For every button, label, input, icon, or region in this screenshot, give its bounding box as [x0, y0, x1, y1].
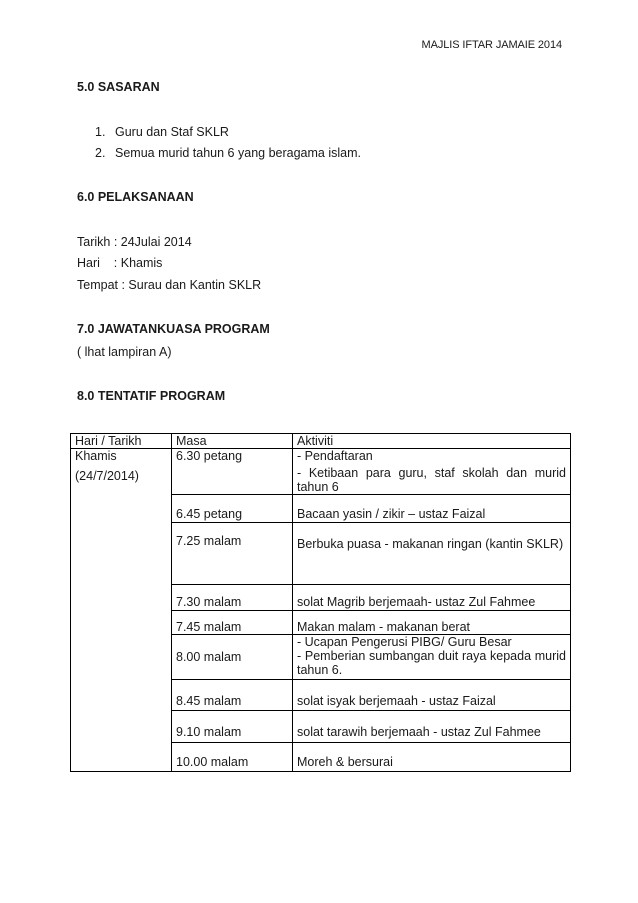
aktiviti-cell: Berbuka puasa - makanan ringan (kantin SKLR)	[293, 523, 571, 585]
aktiviti-line: - Pemberian sumbangan duit raya kepada murid tahun 6.	[297, 649, 566, 677]
aktiviti-cell	[293, 449, 571, 495]
masa-cell: 7.30 malam	[172, 585, 293, 611]
masa-cell: 10.00 malam	[172, 743, 293, 772]
masa-cell: 6.45 petang	[172, 495, 293, 523]
aktiviti-line: - Pendaftaran	[297, 449, 373, 463]
aktiviti-cell: solat Magrib berjemaah- ustaz Zul Fahmee	[293, 585, 571, 611]
masa-cell: 8.00 malam	[172, 635, 293, 680]
aktiviti-cell	[293, 495, 571, 523]
aktiviti-line: - Ketibaan para guru, staf skolah dan murid tahun 6	[297, 466, 566, 494]
list-number: 1.	[95, 125, 106, 139]
column-header-masa: Masa	[172, 434, 293, 449]
column-header-hari-tarikh: Hari / Tarikh	[71, 434, 172, 449]
table-header-row	[71, 434, 571, 449]
list-item	[95, 146, 361, 160]
column-header-aktiviti: Aktiviti	[293, 434, 571, 449]
masa-cell: 8.45 malam	[172, 680, 293, 711]
date-label: (24/7/2014)	[75, 469, 139, 483]
masa-cell: 7.25 malam	[172, 523, 293, 585]
table-row	[71, 449, 571, 495]
section-heading-jawatankuasa: 7.0 JAWATANKUASA PROGRAM	[77, 322, 270, 336]
day-cell	[71, 449, 172, 772]
tarikh-line: Tarikh : 24Julai 2014	[77, 235, 192, 249]
aktiviti-line: Bacaan yasin / zikir – ustaz Faizal	[297, 507, 486, 521]
list-item	[95, 125, 229, 139]
section-heading-sasaran: 5.0 SASARAN	[77, 80, 160, 94]
masa-cell: 7.45 malam	[172, 611, 293, 635]
aktiviti-cell	[293, 635, 571, 680]
list-text: Semua murid tahun 6 yang beragama islam.	[115, 146, 361, 160]
page-header-title: MAJLIS IFTAR JAMAIE 2014	[421, 39, 562, 51]
aktiviti-line: - Ucapan Pengerusi PIBG/ Guru Besar	[297, 635, 512, 649]
masa-cell: 9.10 malam	[172, 711, 293, 743]
hari-line: Hari : Khamis	[77, 256, 163, 270]
aktiviti-cell: solat isyak berjemaah - ustaz Faizal	[293, 680, 571, 711]
list-text: Guru dan Staf SKLR	[115, 125, 229, 139]
section-heading-pelaksanaan: 6.0 PELAKSANAAN	[77, 190, 194, 204]
aktiviti-cell: Moreh & bersurai	[293, 743, 571, 772]
tempat-line: Tempat : Surau dan Kantin SKLR	[77, 278, 262, 292]
aktiviti-cell: solat tarawih berjemaah - ustaz Zul Fahmee	[293, 711, 571, 743]
lampiran-note: ( lhat lampiran A)	[77, 345, 172, 359]
masa-cell: 6.30 petang	[172, 449, 293, 495]
section-heading-tentatif: 8.0 TENTATIF PROGRAM	[77, 389, 226, 403]
aktiviti-cell: Makan malam - makanan berat	[293, 611, 571, 635]
day-label: Khamis	[75, 449, 117, 463]
schedule-table	[70, 433, 571, 772]
list-number: 2.	[95, 146, 106, 160]
